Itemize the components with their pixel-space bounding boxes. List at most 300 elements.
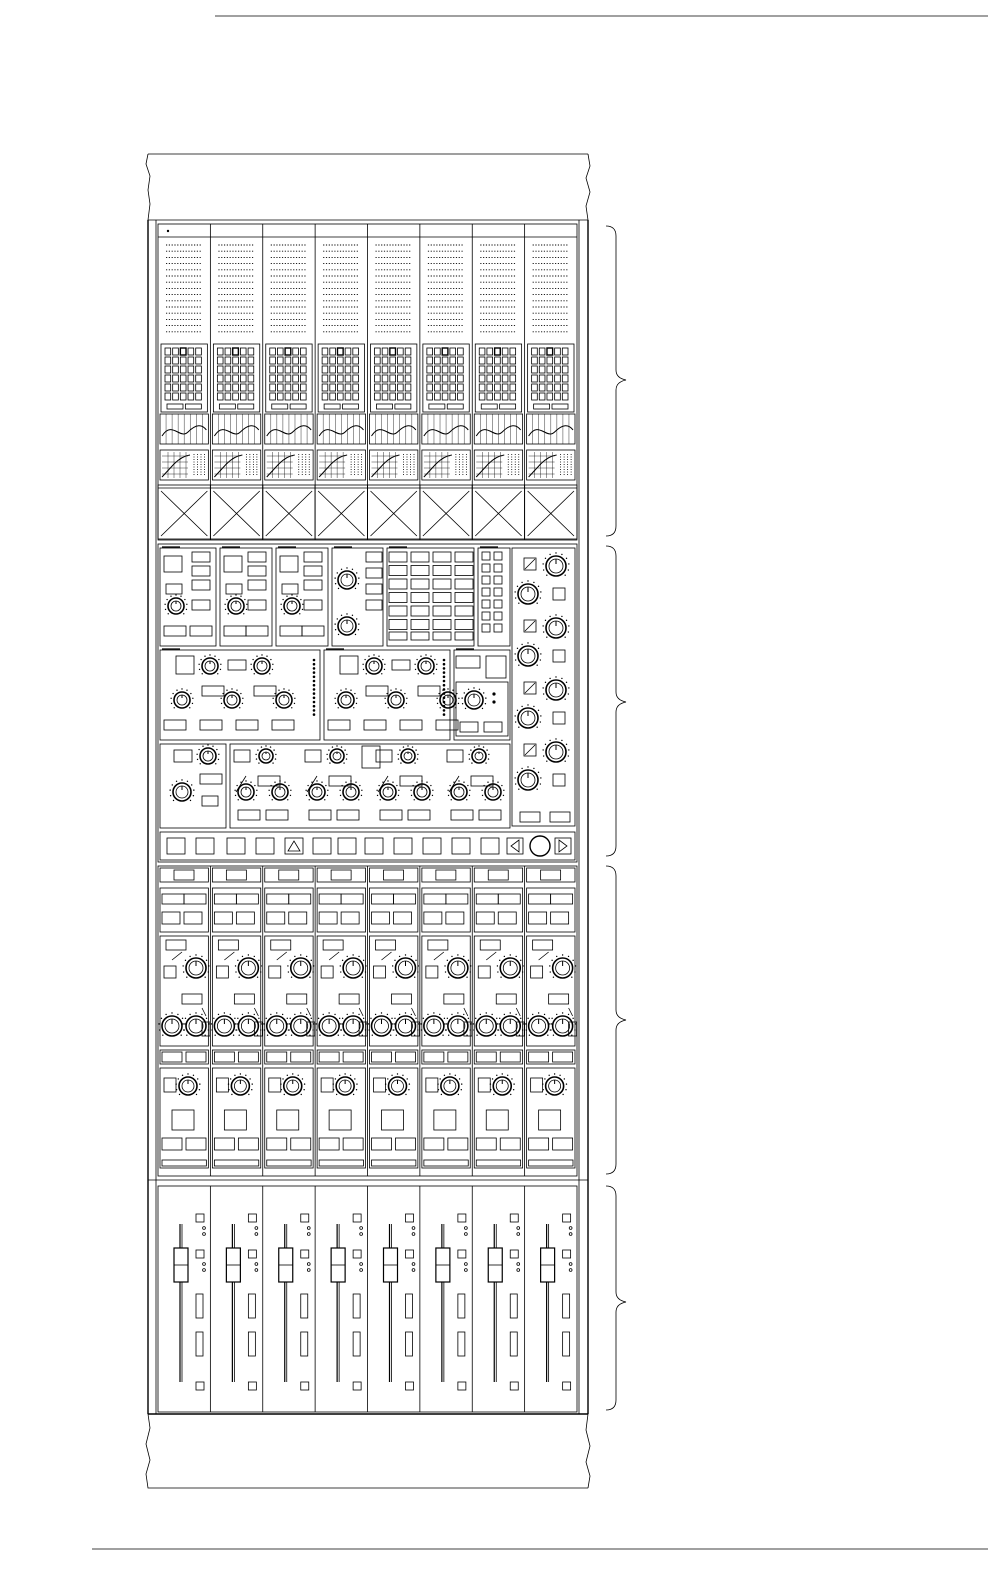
rotary-knob: [305, 780, 328, 800]
fader-led: [360, 1263, 363, 1266]
matrix-button: [450, 366, 456, 373]
knob-scale-dot: [518, 664, 519, 665]
dyn-large-button: [172, 1110, 194, 1130]
channel-name-strip: [424, 1160, 468, 1166]
led: [493, 693, 495, 695]
knob-scale-dot: [175, 594, 176, 595]
matrix-button: [502, 384, 508, 391]
knob-scale-dot: [463, 781, 464, 782]
knob-scale-dot: [365, 1029, 366, 1030]
knob-cap: [330, 749, 344, 763]
small-button: [482, 552, 490, 560]
knob-scale-dot: [390, 1034, 391, 1035]
knob-scale-dot: [197, 759, 198, 760]
knob-scale-dot: [190, 800, 191, 801]
matrix-button: [330, 393, 336, 400]
small-button: [529, 912, 547, 924]
knob-scale-dot: [234, 1018, 235, 1019]
rotary-knob: [170, 688, 193, 708]
eq-label-button: [444, 994, 464, 1004]
dyn-button: [267, 1138, 287, 1150]
knob-side-button: [553, 712, 565, 724]
rotary-knob: [525, 1012, 552, 1036]
fader-led: [464, 1227, 467, 1230]
knob-scale-dot: [514, 653, 515, 654]
knob-scale-dot: [548, 1075, 549, 1076]
fader-led: [255, 1233, 258, 1236]
small-button: [394, 912, 412, 924]
knob-scale-dot: [284, 1094, 285, 1095]
knob-scale-dot: [555, 552, 556, 553]
knob-scale-dot: [566, 1083, 567, 1084]
knob-cap: [366, 658, 382, 674]
knob-scale-dot: [359, 785, 360, 786]
knob-scale-dot: [500, 1034, 501, 1035]
knob-scale-dot: [501, 785, 502, 786]
matrix-button: [555, 366, 561, 373]
rotary-knob: [468, 745, 489, 763]
signal-line: [359, 1008, 363, 1016]
knob-scale-dot: [497, 1023, 498, 1024]
select-button: [226, 870, 246, 880]
knob-scale-dot: [347, 1014, 348, 1015]
matrix-button: [196, 384, 202, 391]
knob-scale-dot: [515, 597, 516, 598]
knob-scale-dot: [538, 710, 539, 711]
matrix-button: [173, 357, 179, 364]
knob-scale-dot: [311, 781, 312, 782]
rotary-knob: [542, 738, 569, 762]
button-slash: [525, 745, 535, 755]
knob-scale-dot: [176, 689, 177, 690]
knob-scale-dot: [444, 1075, 445, 1076]
matrix-button: [322, 393, 328, 400]
knob-scale-dot: [500, 976, 501, 977]
grid-button: [389, 606, 407, 616]
knob-scale-dot: [416, 781, 417, 782]
knob-scale-dot: [300, 954, 301, 955]
eq-label-button: [182, 994, 202, 1004]
matrix-button: [345, 366, 351, 373]
master-module: [160, 547, 216, 646]
knob-scale-dot: [246, 604, 247, 605]
matrix-button: [495, 366, 501, 373]
knob-scale-dot: [487, 781, 488, 782]
knob-scale-dot: [352, 1012, 353, 1013]
module-button: [200, 720, 222, 730]
knob-scale-dot: [325, 785, 326, 786]
knob-scale-dot: [521, 582, 522, 583]
knob-scale-dot: [430, 655, 431, 656]
routing-matrix: [161, 344, 207, 412]
knob-scale-dot: [568, 956, 569, 957]
meter-strip: [368, 224, 420, 540]
rotary-knob: [481, 780, 504, 800]
knob-scale-dot: [353, 707, 354, 708]
knob-scale-dot: [305, 790, 306, 791]
knob-scale-dot: [571, 976, 572, 977]
knob-scale-dot: [400, 689, 401, 690]
knob-scale-dot: [181, 779, 182, 780]
matrix-button: [442, 357, 448, 364]
knob-scale-dot: [418, 1023, 419, 1024]
matrix-button: [458, 384, 464, 391]
channel-strip: [368, 866, 420, 1176]
knob-scale-dot: [318, 1018, 319, 1019]
rotary-knob: [392, 1012, 419, 1036]
rotary-knob: [461, 687, 486, 709]
knob-scale-dot: [316, 1023, 317, 1024]
knob-scale-dot: [286, 595, 287, 596]
knob-scale-dot: [198, 664, 199, 665]
rotary-knob: [410, 780, 433, 800]
small-button: [446, 894, 468, 904]
fader-led: [255, 1269, 258, 1272]
matrix-button: [539, 366, 545, 373]
rotary-knob: [287, 1012, 314, 1036]
matrix-button: [180, 348, 186, 355]
dynamics-block: [317, 1068, 365, 1168]
knob-scale-dot: [258, 960, 259, 961]
knob-scale-dot: [251, 669, 252, 670]
knob-scale-dot: [165, 609, 166, 610]
fader-led: [307, 1233, 310, 1236]
matrix-button: [427, 366, 433, 373]
fader-button: [510, 1382, 518, 1390]
knob-scale-dot: [230, 1078, 231, 1079]
matrix-button: [188, 384, 194, 391]
knob-scale-dot: [368, 1023, 369, 1024]
fader-button: [196, 1214, 204, 1222]
knob-scale-dot: [337, 572, 338, 573]
knob-scale-dot: [162, 1034, 163, 1035]
module-button: [224, 626, 246, 636]
dyn-large-button: [382, 1110, 404, 1130]
matrix-button: [353, 366, 359, 373]
matrix-button: [173, 393, 179, 400]
small-button: [162, 894, 184, 904]
knob-scale-dot: [496, 1018, 497, 1019]
knob-scale-dot: [240, 1073, 241, 1074]
knob-scale-dot: [566, 620, 567, 621]
knob-scale-dot: [483, 746, 484, 747]
knob-cap: [228, 598, 244, 614]
knob-scale-dot: [407, 1078, 408, 1079]
knob-scale-dot: [355, 634, 356, 635]
small-button: [529, 894, 551, 904]
small-button: [319, 894, 341, 904]
matrix-button: [293, 375, 299, 382]
indicator-dot: [313, 680, 315, 682]
small-button: [498, 894, 520, 904]
routing-matrix: [528, 344, 574, 412]
knob-scale-dot: [463, 1014, 464, 1015]
knob-scale-dot: [485, 799, 486, 800]
knob-scale-dot: [237, 1018, 238, 1019]
module-button: [254, 686, 276, 696]
knob-scale-dot: [183, 971, 184, 972]
matrix-button: [165, 348, 171, 355]
knob-scale-dot: [482, 708, 483, 709]
master-module: [220, 547, 272, 646]
knob-cap: [418, 658, 434, 674]
matrix-button: [382, 348, 388, 355]
module-button: [447, 750, 463, 762]
knob-scale-dot: [238, 799, 239, 800]
knob-scale-dot: [284, 613, 285, 614]
knob-scale-dot: [291, 707, 292, 708]
knob-scale-dot: [433, 1012, 434, 1013]
knob-scale-dot: [417, 1029, 418, 1030]
transport-button: [481, 838, 499, 854]
rotary-knob: [542, 1073, 567, 1095]
matrix-button: [390, 393, 396, 400]
knob-scale-dot: [411, 795, 412, 796]
fader-meter: [563, 1294, 570, 1318]
knob-scale-dot: [341, 569, 342, 570]
transport-button: [313, 838, 331, 854]
knob-scale-dot: [415, 1018, 416, 1019]
knob-scale-dot: [355, 588, 356, 589]
knob-scale-dot: [249, 1078, 250, 1079]
column-button: [550, 812, 570, 822]
knob-scale-dot: [291, 594, 292, 595]
matrix-button: [547, 357, 553, 364]
knob-scale-dot: [458, 780, 459, 781]
knob-scale-dot: [368, 1029, 369, 1030]
rotary-knob: [164, 594, 187, 614]
grid-button: [455, 579, 473, 589]
knob-scale-dot: [553, 976, 554, 977]
knob-scale-dot: [555, 676, 556, 677]
knob-scale-dot: [294, 698, 295, 699]
master-module: [454, 649, 510, 740]
matrix-button: [248, 348, 254, 355]
knob-scale-dot: [483, 692, 484, 693]
rotary-knob: [376, 780, 399, 800]
knob-scale-dot: [346, 758, 347, 759]
module-button: [436, 720, 458, 730]
knob-scale-dot: [444, 1018, 445, 1019]
knob-scale-dot: [276, 1012, 277, 1013]
knob-scale-dot: [490, 1089, 491, 1090]
fader-button: [510, 1250, 518, 1258]
module-button: [302, 626, 324, 636]
knob-scale-dot: [514, 777, 515, 778]
knob-scale-dot: [213, 1018, 214, 1019]
indicator-dot: [443, 684, 445, 686]
knob-scale-dot: [340, 1029, 341, 1030]
knob-scale-dot: [290, 960, 291, 961]
knob-scale-dot: [252, 659, 253, 660]
knob-scale-dot: [342, 1018, 343, 1019]
knob-scale-dot: [294, 703, 295, 704]
eq-button: [531, 966, 543, 978]
matrix-button: [285, 357, 291, 364]
transport-bar: [160, 832, 575, 860]
knob-scale-dot: [564, 1078, 565, 1079]
knob-scale-dot: [302, 609, 303, 610]
knob-scale-dot: [405, 1012, 406, 1013]
knob-scale-dot: [449, 1073, 450, 1074]
matrix-button: [398, 384, 404, 391]
matrix-button: [450, 348, 456, 355]
knob-scale-dot: [521, 644, 522, 645]
knob-scale-dot: [321, 781, 322, 782]
matrix-button: [285, 348, 291, 355]
knob-scale-dot: [288, 689, 289, 690]
matrix-button: [217, 366, 223, 373]
knob-scale-dot: [356, 703, 357, 704]
knob-scale-dot: [282, 1078, 283, 1079]
knob-scale-dot: [522, 965, 523, 966]
fader-meter: [510, 1294, 517, 1318]
knob-scale-dot: [199, 1089, 200, 1090]
matrix-button: [405, 393, 411, 400]
dyn-button: [269, 1078, 281, 1092]
knob-scale-dot: [270, 659, 271, 660]
signal-line: [382, 952, 392, 960]
indicator-dot: [313, 672, 315, 674]
knob-scale-dot: [233, 1034, 234, 1035]
transport-button: [423, 838, 441, 854]
matrix-button: [562, 393, 568, 400]
select-button: [331, 870, 351, 880]
matrix-button: [390, 366, 396, 373]
matrix-button: [405, 384, 411, 391]
knob-scale-dot: [417, 758, 418, 759]
matrix-button: [233, 357, 239, 364]
knob-scale-dot: [497, 1029, 498, 1030]
knob-scale-dot: [517, 648, 518, 649]
rotary-knob: [182, 954, 209, 978]
meter-section: [158, 224, 626, 540]
fader-meter: [248, 1332, 255, 1356]
knob-scale-dot: [343, 799, 344, 800]
header-dot: [167, 230, 169, 232]
matrix-button: [248, 375, 254, 382]
knob-scale-dot: [302, 1078, 303, 1079]
matrix-button: [390, 348, 396, 355]
knob-scale-dot: [550, 1029, 551, 1030]
knob-scale-dot: [388, 1094, 389, 1095]
small-button: [267, 894, 289, 904]
knob-scale-dot: [536, 664, 537, 665]
rotary-knob: [340, 1012, 367, 1036]
knob-scale-dot: [186, 609, 187, 610]
knob-scale-dot: [574, 1029, 575, 1030]
small-button: [498, 912, 516, 924]
module-button: [366, 568, 382, 578]
dyn-button: [553, 1138, 573, 1150]
knob-scale-dot: [180, 595, 181, 596]
knob-scale-dot: [290, 1018, 291, 1019]
knob-scale-dot: [411, 956, 412, 957]
knob-scale-dot: [329, 762, 330, 763]
matrix-button: [248, 366, 254, 373]
fader-button: [248, 1382, 256, 1390]
knob-scale-dot: [220, 669, 221, 670]
knob-cap: [343, 784, 359, 800]
master-module: [160, 744, 226, 828]
knob-cap: [485, 784, 501, 800]
matrix-button: [427, 348, 433, 355]
knob-scale-dot: [355, 781, 356, 782]
knob-scale-dot: [191, 784, 192, 785]
knob-scale-dot: [189, 1014, 190, 1015]
knob-scale-dot: [387, 1078, 388, 1079]
matrix-button: [532, 393, 538, 400]
matrix-button: [165, 375, 171, 382]
sub-frame: [456, 682, 508, 736]
matrix-button: [217, 375, 223, 382]
dynamics-block: [212, 1068, 260, 1168]
grid-button: [433, 566, 451, 576]
knob-scale-dot: [206, 1018, 207, 1019]
fader-led: [412, 1263, 415, 1266]
channel-name-strip: [372, 1160, 416, 1166]
module-button: [451, 810, 473, 820]
transport-button: [196, 838, 214, 854]
knob-scale-dot: [384, 698, 385, 699]
matrix-button: [345, 384, 351, 391]
knob-scale-dot: [408, 1089, 409, 1090]
knob-scale-dot: [424, 1034, 425, 1035]
eq-label-button: [323, 940, 343, 950]
module-button: [192, 552, 210, 562]
knob-scale-dot: [540, 721, 541, 722]
knob-scale-dot: [182, 1018, 183, 1019]
knob-scale-dot: [343, 762, 344, 763]
module-button: [266, 810, 288, 820]
knob-scale-dot: [192, 698, 193, 699]
knob-scale-dot: [338, 707, 339, 708]
small-button: [482, 624, 490, 632]
module-button: [280, 626, 302, 636]
eq-button: [269, 966, 281, 978]
matrix-button: [270, 348, 276, 355]
knob-scale-dot: [527, 1018, 528, 1019]
knob-scale-dot: [515, 956, 516, 957]
knob-scale-dot: [388, 707, 389, 708]
rotary-knob: [287, 954, 314, 978]
matrix-button: [479, 366, 485, 373]
matrix-button: [277, 384, 283, 391]
grid-button: [433, 593, 451, 603]
knob-scale-dot: [181, 688, 182, 689]
knob-scale-dot: [561, 616, 562, 617]
grid-button: [389, 579, 407, 589]
knob-scale-dot: [290, 790, 291, 791]
knob-scale-dot: [238, 1034, 239, 1035]
knob-scale-dot: [182, 1023, 183, 1024]
matrix-button: [285, 384, 291, 391]
knob-scale-dot: [248, 954, 249, 955]
matrix-button: [555, 375, 561, 382]
knob-scale-dot: [406, 698, 407, 699]
send-button: [476, 1052, 496, 1062]
knob-scale-dot: [536, 602, 537, 603]
grid-button: [433, 552, 451, 562]
knob-scale-dot: [564, 574, 565, 575]
knob-scale-dot: [514, 591, 515, 592]
matrix-button: [532, 375, 538, 382]
matrix-select-button: [324, 404, 340, 409]
knob-scale-dot: [165, 1014, 166, 1015]
dyn-large-button: [329, 1110, 351, 1130]
knob-scale-dot: [287, 1018, 288, 1019]
matrix-button: [330, 375, 336, 382]
